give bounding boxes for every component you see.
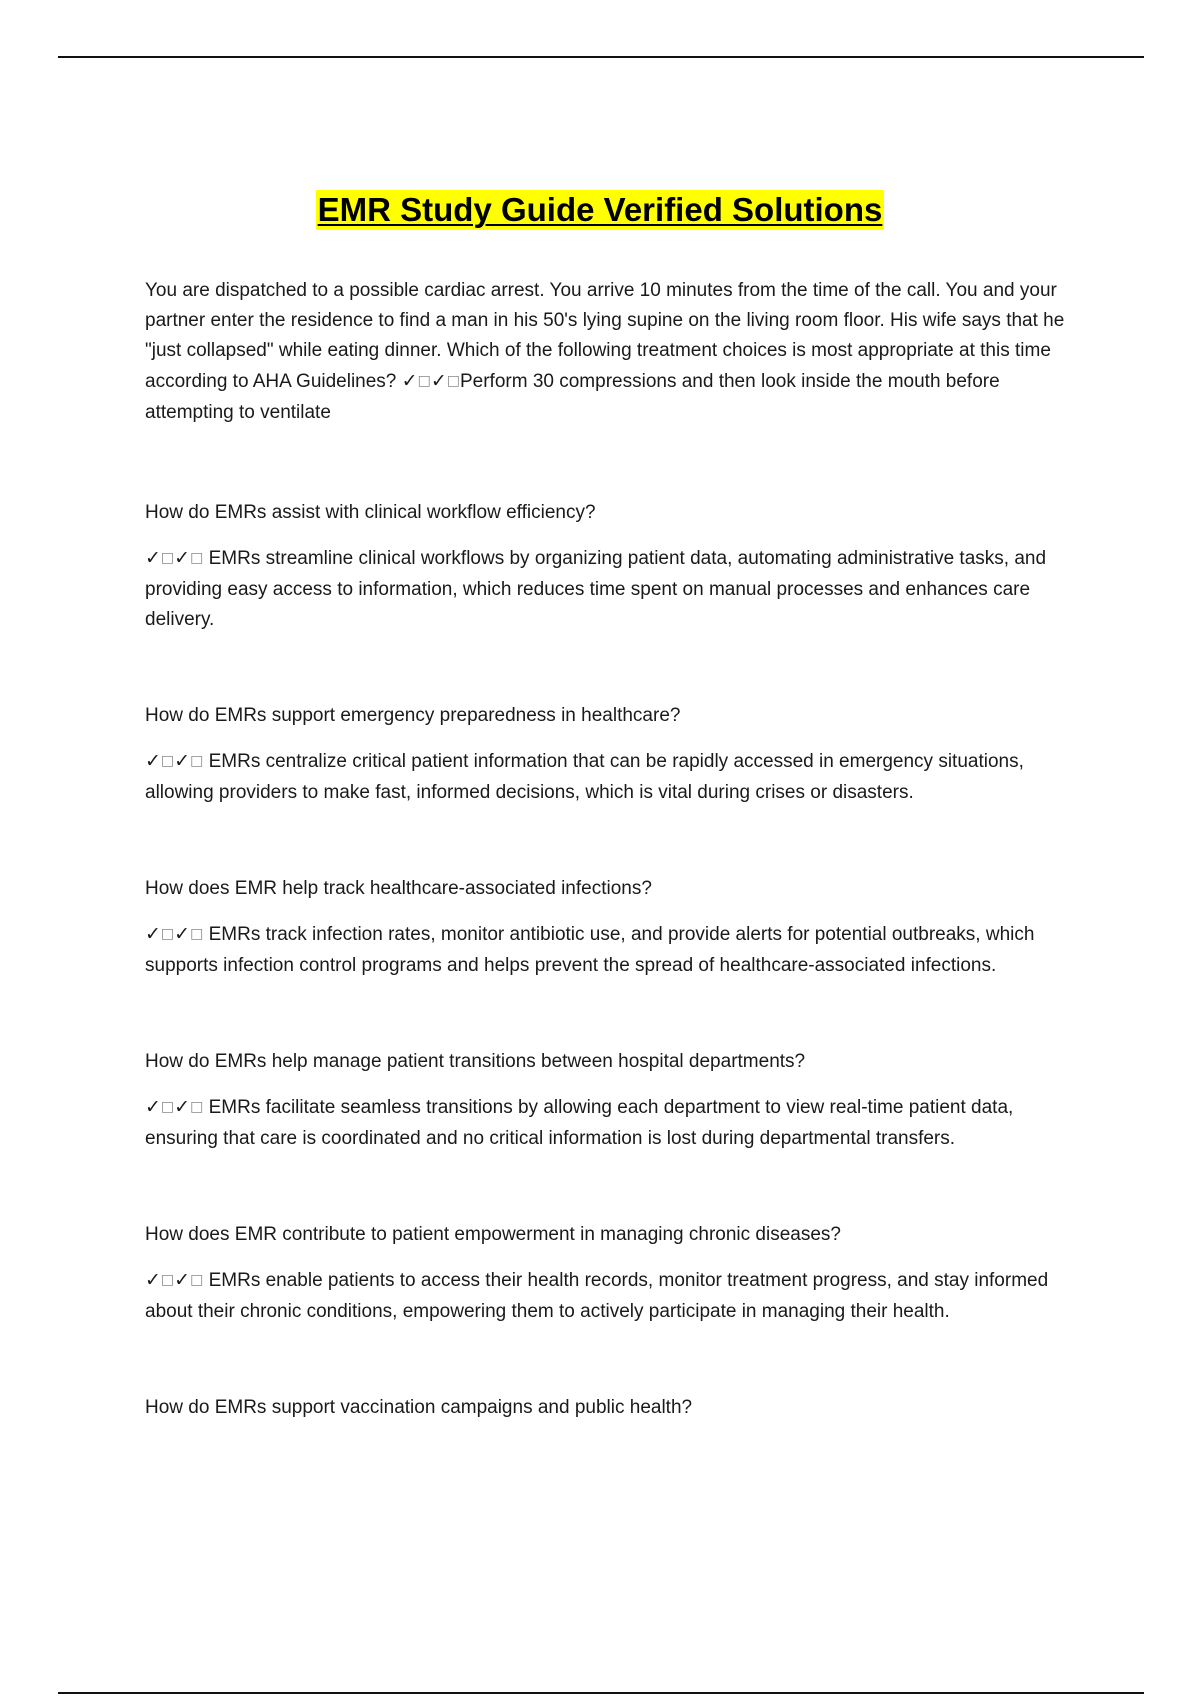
box-icon: □ [160, 753, 175, 769]
box-icon: □ [190, 1099, 204, 1115]
box-icon: □ [160, 1272, 175, 1288]
check-icon: ✓ [430, 370, 447, 392]
check-icon: ✓ [174, 1096, 191, 1118]
question-text: How does EMR help track healthcare-associated infections? [145, 878, 652, 899]
answer-text [145, 1092, 1090, 1154]
box-icon: □ [160, 1099, 175, 1115]
top-rule [58, 56, 1144, 58]
check-icon: ✓ [145, 547, 161, 569]
answer-body: EMRs facilitate seamless transitions by allowing each department to view real-time patient data, ensuring that care is coordinated and no critical information is lost during departmental transfers. [145, 1097, 1014, 1149]
check-icon: ✓ [174, 547, 191, 569]
box-icon: □ [190, 926, 204, 942]
check-icon: ✓ [145, 750, 161, 772]
answer-body: EMRs streamline clinical workflows by organizing patient data, automating administrative tasks, and providing easy access to information, which reduces time spent on manual processes and enhances care delivery. [145, 548, 1047, 630]
qa-item [145, 498, 1090, 635]
question-text: How does EMR contribute to patient empowerment in managing chronic diseases? [145, 1224, 841, 1245]
check-icon: ✓ [174, 1269, 191, 1291]
bottom-rule [58, 1692, 1144, 1694]
question-text: How do EMRs support vaccination campaigns and public health? [145, 1397, 693, 1418]
box-icon: □ [446, 373, 460, 389]
question-text: How do EMRs help manage patient transitions between hospital departments? [145, 1051, 806, 1072]
qa-item [145, 1047, 1090, 1154]
answer-body: EMRs centralize critical patient information that can be rapidly accessed in emergency situations, allowing providers to make fast, informed decisions, which is vital during crises or disasters. [145, 751, 1024, 803]
box-icon: □ [190, 753, 204, 769]
box-icon: □ [190, 550, 204, 566]
question-text: How do EMRs support emergency preparedness in healthcare? [145, 705, 681, 726]
question-text: How do EMRs assist with clinical workflow efficiency? [145, 502, 596, 523]
box-icon: □ [160, 550, 175, 566]
check-icon: ✓ [145, 1096, 161, 1118]
box-icon: □ [190, 1272, 204, 1288]
intro-qa [145, 276, 1090, 428]
box-icon: □ [160, 926, 175, 942]
check-icon: ✓ [401, 370, 418, 392]
intro-answer: Perform 30 compressions and then look inside the mouth before attempting to ventilate [145, 371, 1000, 423]
qa-item [145, 874, 1090, 981]
answer-body: EMRs track infection rates, monitor antibiotic use, and provide alerts for potential outbreaks, which supports infection control programs and helps prevent the spread of healthcare-associated infections. [145, 924, 1035, 976]
answer-text [145, 1265, 1090, 1327]
answer-body: EMRs enable patients to access their health records, monitor treatment progress, and stay informed about their chronic conditions, empowering them to actively participate in managing their health. [145, 1270, 1049, 1322]
check-icon: ✓ [145, 1269, 161, 1291]
page-title: EMR Study Guide Verified Solutions [317, 191, 883, 228]
qa-item [145, 701, 1090, 808]
answer-text [145, 543, 1090, 635]
answer-text [145, 746, 1090, 808]
title-container [0, 190, 1200, 230]
qa-item-last [145, 1393, 1090, 1423]
check-icon: ✓ [174, 750, 191, 772]
answer-text [145, 919, 1090, 981]
qa-item [145, 1220, 1090, 1327]
box-icon: □ [417, 373, 431, 389]
check-icon: ✓ [145, 923, 161, 945]
check-icon: ✓ [174, 923, 191, 945]
intro-question: You are dispatched to a possible cardiac arrest. You arrive 10 minutes from the time of the call. You and your partner enter the residence to find a man in his 50's lying supine on the living room floor. His wife says that he "just collapsed" while eating dinner. Which of the following treatment choices is most appropriate at this time according to AHA Guidelines? [145, 280, 1065, 392]
document-body [145, 276, 1090, 1438]
